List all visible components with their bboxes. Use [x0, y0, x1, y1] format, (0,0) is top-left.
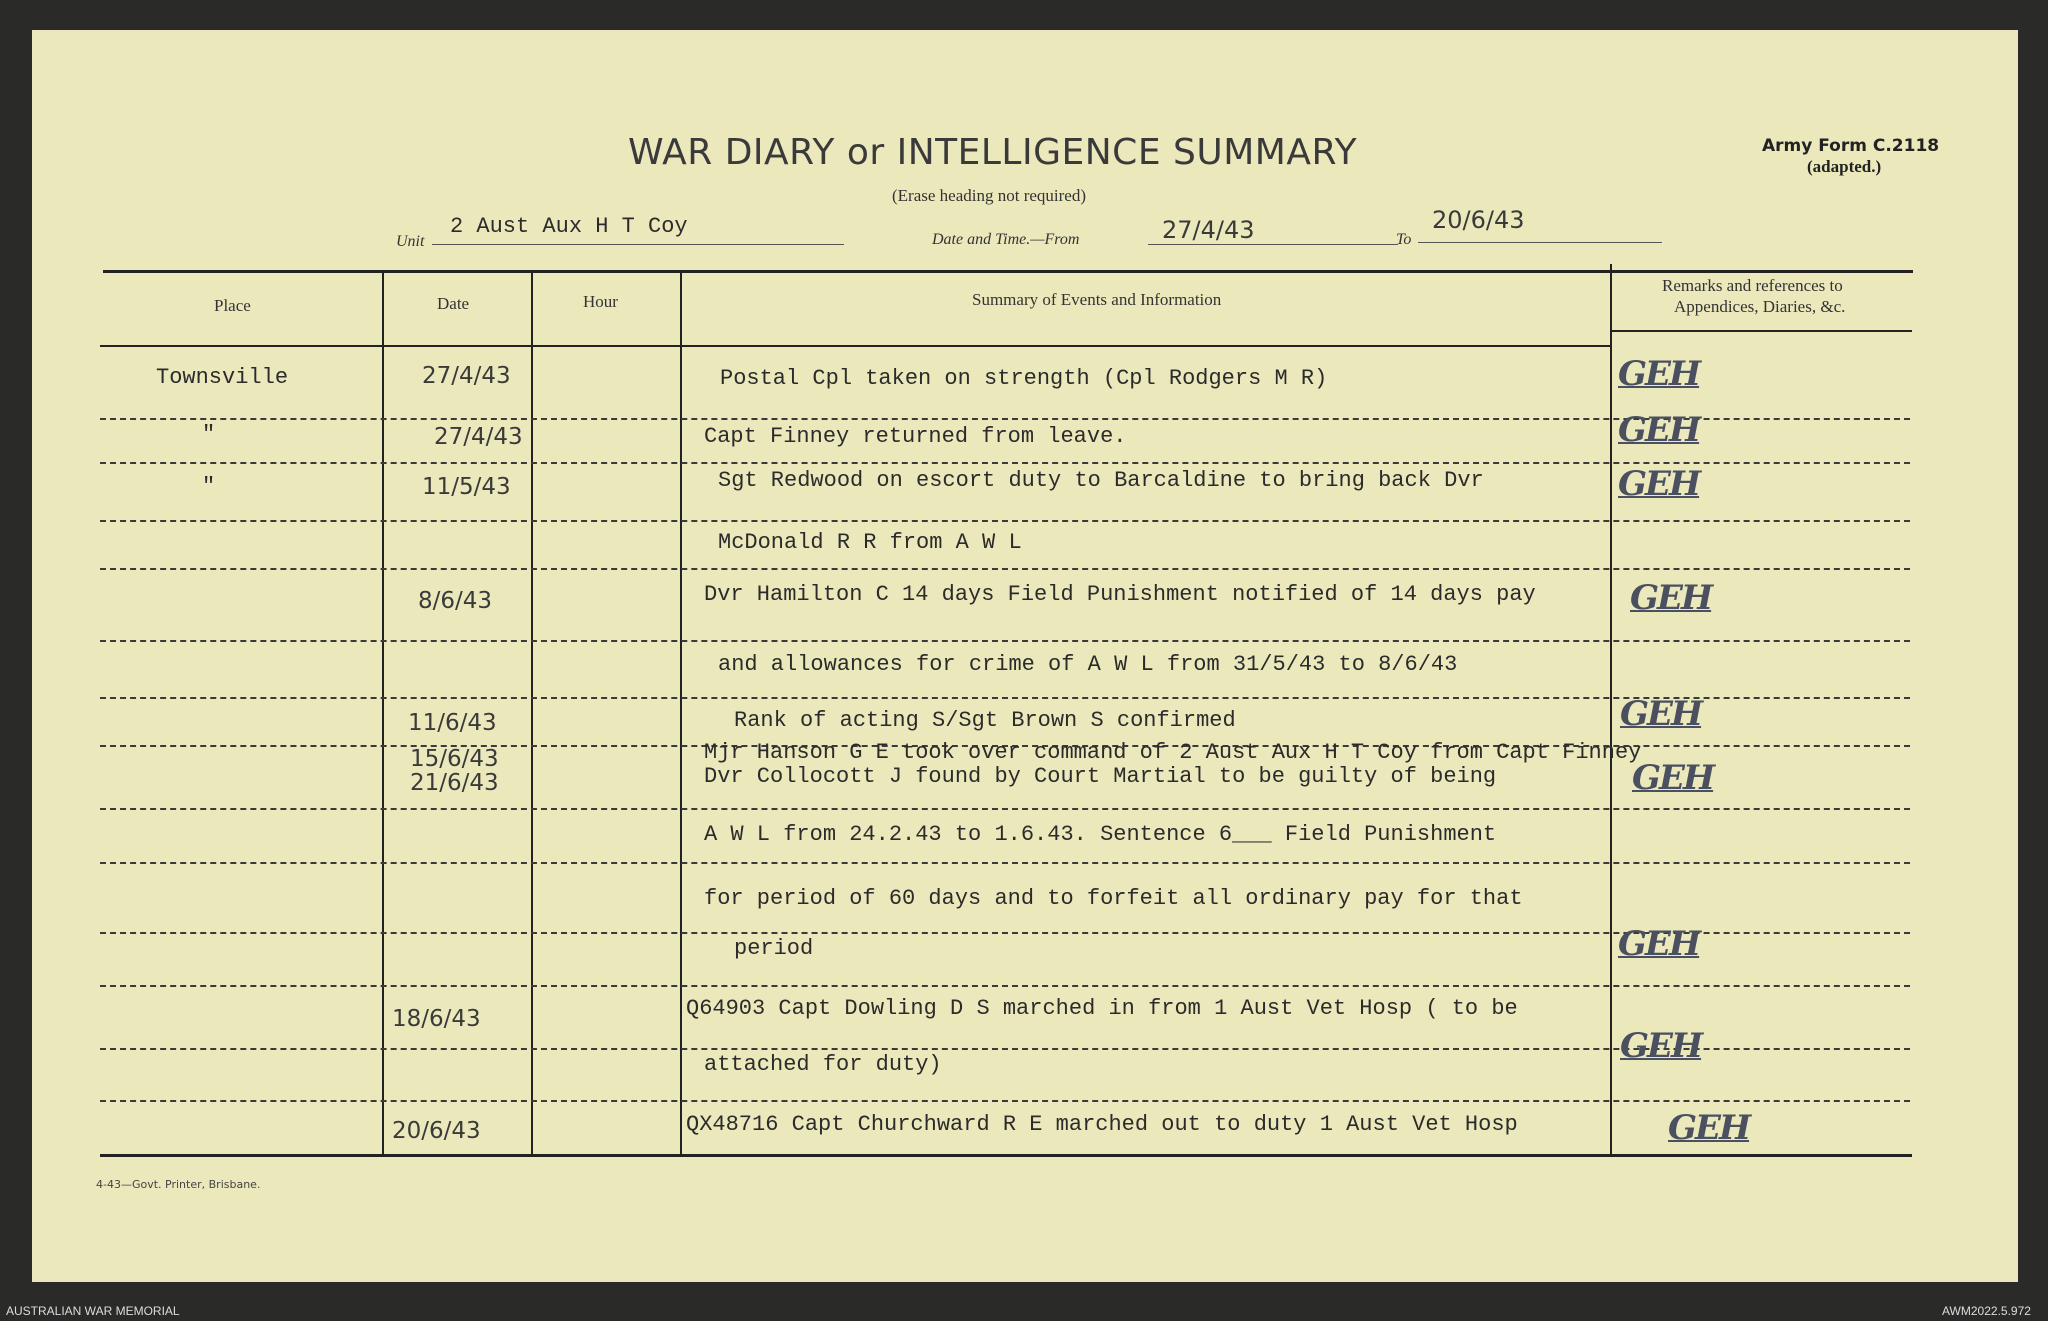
row-initials: GEH [1618, 464, 1700, 504]
table-bottom-border [100, 1154, 1912, 1157]
row-date: 11/5/43 [422, 474, 511, 500]
row-summary: McDonald R R from A W L [718, 530, 1022, 555]
row-summary: A W L from 24.2.43 to 1.6.43. Sentence 6___ Field Punishment [704, 822, 1497, 847]
row-rule [100, 568, 1910, 570]
date-label: Date and Time.—From [932, 231, 1080, 248]
date-to-value: 20/6/43 [1432, 206, 1525, 234]
row-rule [100, 862, 1910, 864]
col-divider-2 [531, 270, 533, 1156]
row-initials: GEH [1620, 694, 1702, 734]
col-divider-1 [382, 270, 384, 1156]
col-divider-3 [680, 270, 682, 1156]
form-note: (adapted.) [1807, 157, 1882, 176]
row-summary: Postal Cpl taken on strength (Cpl Rodgers M R) [720, 366, 1328, 391]
page-title: WAR DIARY or INTELLIGENCE SUMMARY [628, 132, 1358, 173]
row-initials: GEH [1618, 924, 1700, 964]
row-initials: GEH [1630, 578, 1712, 618]
col-header-place: Place [214, 296, 251, 315]
unit-value: 2 Aust Aux H T Coy [450, 214, 688, 239]
table-top-border [103, 270, 1913, 273]
row-summary: Rank of acting S/Sgt Brown S confirmed [734, 708, 1236, 733]
row-date: 27/4/43 [422, 363, 511, 389]
row-summary: Capt Finney returned from leave. [704, 424, 1127, 449]
row-initials: GEH [1632, 758, 1714, 798]
row-place: " [202, 422, 216, 447]
row-date: 21/6/43 [410, 770, 499, 796]
row-date: 8/6/43 [418, 588, 493, 614]
col-header-date: Date [437, 294, 470, 313]
row-initials: GEH [1618, 410, 1700, 450]
archive-label: AUSTRALIAN WAR MEMORIAL [6, 1304, 180, 1318]
row-summary: and allowances for crime of A W L from 31/5/43 to 8/6/43 [718, 652, 1458, 677]
archive-bar [0, 1300, 2048, 1321]
erase-note: (Erase heading not required) [892, 186, 1086, 205]
row-summary: QX48716 Capt Churchward R E marched out to duty 1 Aust Vet Hosp [686, 1112, 1518, 1137]
date-from-value: 27/4/43 [1162, 216, 1255, 244]
col-header-hour: Hour [583, 292, 618, 311]
col-header-summary: Summary of Events and Information [972, 290, 1222, 309]
row-summary: attached for duty) [704, 1052, 942, 1077]
col-divider-4 [1610, 264, 1612, 1154]
row-summary: Dvr Collocott J found by Court Martial to be guilty of being [704, 764, 1497, 789]
row-initials: GEH [1620, 1026, 1702, 1066]
unit-label: Unit [396, 233, 425, 250]
printer-imprint: 4-43—Govt. Printer, Brisbane. [96, 1178, 261, 1191]
row-summary: for period of 60 days and to forfeit all ordinary pay for that [704, 886, 1523, 911]
unit-underline [432, 244, 844, 245]
row-rule [100, 985, 1910, 987]
row-date: 20/6/43 [392, 1118, 481, 1144]
row-initials: GEH [1618, 354, 1700, 394]
row-place: " [202, 474, 216, 499]
row-rule [100, 640, 1910, 642]
row-date: 18/6/43 [392, 1006, 481, 1032]
row-date: 27/4/43 [434, 424, 523, 450]
row-summary: Dvr Hamilton C 14 days Field Punishment notified of 14 days pay [704, 582, 1536, 607]
date-from-underline [1148, 244, 1398, 245]
row-summary: Sgt Redwood on escort duty to Barcaldine to bring back Dvr [718, 468, 1484, 493]
row-date: 11/6/43 [408, 710, 497, 736]
form-name: Army Form C.2118 [1762, 136, 1940, 156]
row-place: Townsville [156, 365, 289, 390]
row-rule [100, 520, 1910, 522]
row-rule [100, 808, 1910, 810]
row-summary: Mjr Hanson G E took over command of 2 Aust Aux H T Coy from Capt Finney [704, 740, 1642, 765]
col-header-remarks-line2: Appendices, Diaries, &c. [1674, 297, 1846, 316]
row-summary: period [734, 936, 814, 961]
col-header-remarks-line1: Remarks and references to [1662, 276, 1843, 295]
archive-id: AWM2022.5.972 [1942, 1304, 2031, 1318]
row-initials: GEH [1668, 1108, 1750, 1148]
row-date: 15/6/43 [410, 746, 499, 772]
to-label: To [1396, 231, 1412, 248]
header-bottom-rule-left [100, 345, 1610, 347]
row-summary: Q64903 Capt Dowling D S marched in from 1 Aust Vet Hosp ( to be [686, 996, 1518, 1021]
date-to-underline [1418, 242, 1662, 243]
row-rule [100, 1100, 1910, 1102]
header-bottom-rule-right [1612, 330, 1912, 332]
